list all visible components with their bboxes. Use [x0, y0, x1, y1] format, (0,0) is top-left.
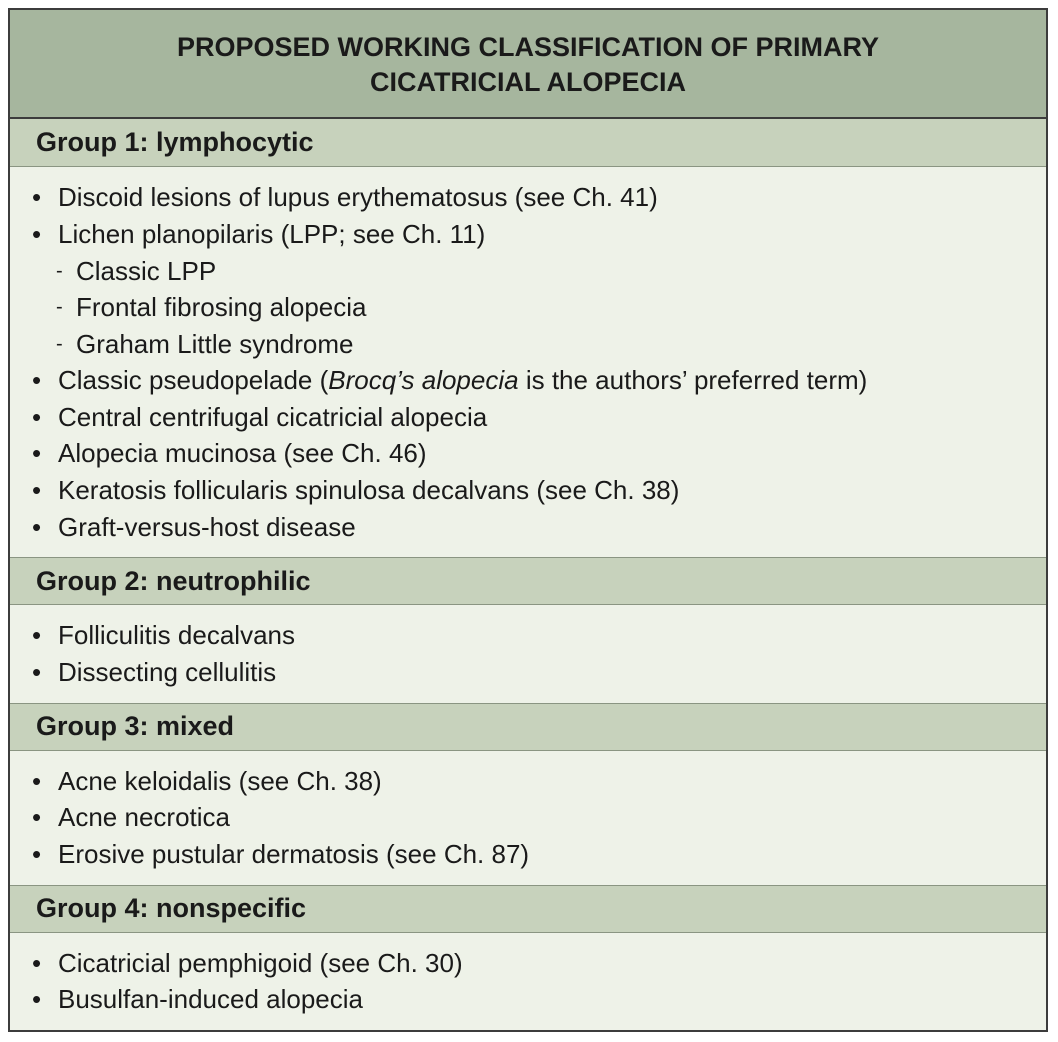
list-item: [32, 216, 1046, 253]
table-title: [118, 30, 938, 100]
list-item: [32, 981, 1046, 1018]
group-body-lymphocytic: [10, 167, 1046, 557]
list-item: [32, 945, 1046, 982]
bullet-icon: •: [32, 657, 42, 688]
list-item-text: Folliculitis decalvans: [58, 620, 295, 651]
group-header-nonspecific: Group 4: nonspecific: [10, 885, 1046, 933]
list-item-text: Acne necrotica: [58, 802, 230, 833]
bullet-icon: •: [32, 401, 42, 432]
list-item: [32, 799, 1046, 836]
table-title-line-2: CICATRICIAL ALOPECIA: [370, 66, 686, 97]
list-item-text: Graft-versus-host disease: [58, 511, 356, 542]
list-item: [32, 836, 1046, 873]
list-item: [32, 435, 1046, 472]
list-item-text: [58, 362, 867, 399]
bullet-icon: •: [32, 475, 42, 506]
dash-icon: -: [56, 296, 63, 319]
bullet-icon: •: [32, 947, 42, 978]
list-item-text: Alopecia mucinosa (see Ch. 46): [58, 438, 427, 469]
sub-list-item: [32, 326, 1046, 363]
sub-list-item-text: Graham Little syndrome: [76, 328, 354, 359]
list-item-text: Acne keloidalis (see Ch. 38): [58, 765, 382, 796]
bullet-icon: •: [32, 218, 42, 249]
list-item: [32, 509, 1046, 546]
list-item-text: Busulfan-induced alopecia: [58, 984, 363, 1015]
bullet-icon: •: [32, 511, 42, 542]
list-item-text: Cicatricial pemphigoid (see Ch. 30): [58, 947, 463, 978]
list-item: [32, 179, 1046, 216]
sub-list-item-text: Frontal fibrosing alopecia: [76, 292, 367, 323]
list-item: [32, 654, 1046, 691]
bullet-icon: •: [32, 802, 42, 833]
list-item-text: Central centrifugal cicatricial alopecia: [58, 401, 488, 432]
bullet-icon: •: [32, 182, 42, 213]
sub-list-item: [32, 253, 1046, 290]
list-item: [32, 617, 1046, 654]
bullet-icon: •: [32, 984, 42, 1015]
list-item-italic-term: Brocq’s alopecia: [328, 365, 519, 396]
list-item-text: Keratosis follicularis spinulosa decalvans (see Ch. 38): [58, 475, 680, 506]
list-item: [32, 472, 1046, 509]
list-item: [32, 399, 1046, 436]
bullet-icon: •: [32, 438, 42, 469]
bullet-icon: •: [32, 620, 42, 651]
table-title-line-1: PROPOSED WORKING CLASSIFICATION OF PRIMARY: [176, 31, 879, 62]
list-item-text: Dissecting cellulitis: [58, 657, 277, 688]
sub-list-item: [32, 289, 1046, 326]
sub-list-item-text: Classic LPP: [76, 255, 217, 286]
group-header-mixed: Group 3: mixed: [10, 703, 1046, 751]
group-header-neutrophilic: Group 2: neutrophilic: [10, 557, 1046, 605]
list-item-text-end: is the authors’ preferred term): [518, 365, 868, 396]
table-title-bar: [10, 10, 1046, 119]
dash-icon: -: [56, 332, 63, 355]
list-item-text: Discoid lesions of lupus erythematosus (see Ch. 41): [58, 182, 658, 213]
dash-icon: -: [56, 259, 63, 282]
list-item-text-start: Classic pseudopelade (: [58, 365, 329, 396]
classification-table: [8, 8, 1048, 1032]
list-item: [32, 362, 1046, 399]
bullet-icon: •: [32, 365, 42, 396]
group-body-neutrophilic: [10, 605, 1046, 702]
group-body-nonspecific: [10, 933, 1046, 1030]
group-body-mixed: [10, 751, 1046, 885]
bullet-icon: •: [32, 839, 42, 870]
list-item-text: Lichen planopilaris (LPP; see Ch. 11): [58, 218, 486, 249]
list-item: [32, 763, 1046, 800]
bullet-icon: •: [32, 765, 42, 796]
list-item-text: Erosive pustular dermatosis (see Ch. 87): [58, 839, 530, 870]
group-header-lymphocytic: Group 1: lymphocytic: [10, 119, 1046, 167]
